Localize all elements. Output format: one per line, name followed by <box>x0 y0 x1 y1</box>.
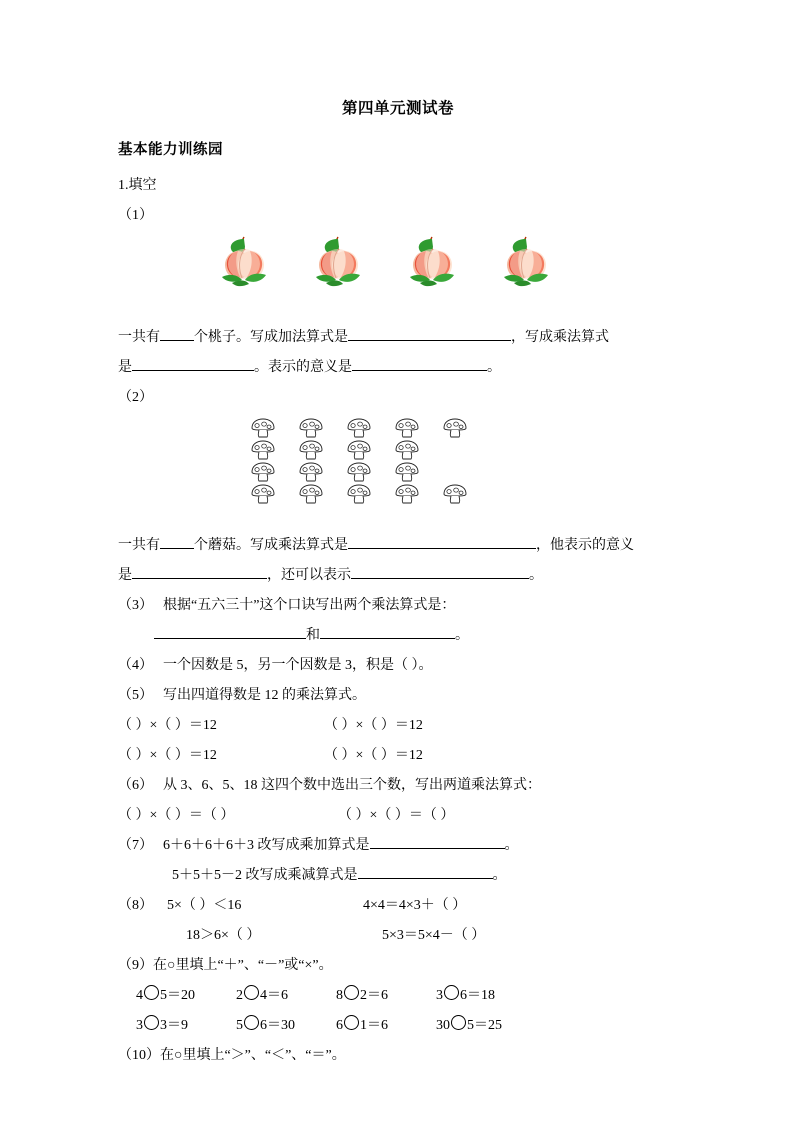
equation <box>436 981 536 1011</box>
item-5-equations-row-1 <box>118 711 678 741</box>
blank-circle[interactable] <box>244 985 259 1000</box>
item-3-text: 根据“五六三十”这个口诀写出两个乘法算式是： <box>163 598 456 613</box>
fill-blank[interactable] <box>160 533 194 549</box>
item-3-end: 。 <box>455 628 469 643</box>
operand: 5＝20 <box>160 988 195 1003</box>
item-3-answer-line <box>118 621 678 651</box>
item-7-line-1 <box>118 831 678 861</box>
item-1-text-d: 是 <box>118 360 132 375</box>
item-1-text-e: 。表示的意义是 <box>254 360 352 375</box>
fill-blank[interactable] <box>154 623 306 639</box>
blank-circle[interactable] <box>344 1015 359 1030</box>
item-5-line <box>118 681 678 711</box>
mushroom-icon <box>248 483 278 505</box>
mushroom-icon <box>296 417 326 439</box>
equation <box>136 981 236 1011</box>
mushroom-row <box>248 417 678 439</box>
item-8-line-1 <box>118 891 678 921</box>
item-3-line <box>118 591 678 621</box>
item-1-text-line-1 <box>118 323 678 353</box>
section-heading: 基本能力训练园 <box>118 142 223 158</box>
equation: 4×4＝4×3＋（ ） <box>363 898 467 913</box>
item-2-text-e: ，还可以表示 <box>267 568 351 583</box>
mushroom-icon <box>248 417 278 439</box>
peach-icon <box>496 233 564 295</box>
item-1-text-b: 个桃子。写成加法算式是 <box>194 330 348 345</box>
item-10-text: 在○里填上“＞”、“＜”、“＝”。 <box>160 1048 346 1063</box>
item-7-text-d: 。 <box>492 868 507 883</box>
fill-blank[interactable] <box>348 325 511 341</box>
item-4-number: （4） <box>118 658 153 673</box>
equation: （ ）×（ ）＝12 <box>118 748 217 763</box>
item-1-number: （1） <box>118 208 153 223</box>
fill-blank[interactable] <box>358 863 493 879</box>
item-7-text-c: 5＋5＋5－2 改写成乘减算式是 <box>172 868 358 883</box>
item-6-equations-row <box>118 801 678 831</box>
item-9-row-1 <box>118 981 678 1011</box>
item-5-equations-row-2 <box>118 741 678 771</box>
item-2-text-d: 是 <box>118 568 132 583</box>
mushroom-icon <box>344 483 374 505</box>
item-6-text: 从 3、6、5、18 这四个数中选出三个数，写出两道乘法算式： <box>163 778 541 793</box>
peach-illustration-row <box>118 233 678 295</box>
item-2-number: （2） <box>118 390 153 405</box>
item-4-line <box>118 651 678 681</box>
operand: 2 <box>236 988 243 1003</box>
blank-circle[interactable] <box>244 1015 259 1030</box>
operand: 2＝6 <box>360 988 388 1003</box>
item-9-row-2 <box>118 1011 678 1041</box>
equation: 5×3＝5×4－（ ） <box>382 928 486 943</box>
fill-blank[interactable] <box>370 833 505 849</box>
item-9-number: （9） <box>118 958 153 973</box>
fill-blank[interactable] <box>352 355 487 371</box>
item-7-line-2 <box>118 861 678 891</box>
item-2-text-a: 一共有 <box>118 538 160 553</box>
item-2-text-f: 。 <box>529 568 543 583</box>
item-9-line <box>118 951 678 981</box>
item-1-text-f: 。 <box>487 360 501 375</box>
page-title: 第四单元测试卷 <box>341 100 454 117</box>
item-1-text-line-2 <box>118 353 678 383</box>
mushroom-icon <box>296 461 326 483</box>
item-10-number: （10） <box>118 1048 160 1063</box>
equation <box>336 1011 436 1041</box>
item-2-text-line-1 <box>118 531 678 561</box>
item-3-number: （3） <box>118 598 153 613</box>
item-1-text-a: 一共有 <box>118 330 160 345</box>
equation: 18＞6×（ ） <box>186 928 261 943</box>
mushroom-icon <box>392 483 422 505</box>
item-9-text: 在○里填上“＋”、“－”或“×”。 <box>153 958 333 973</box>
item-2-text-line-2 <box>118 561 678 591</box>
item-6-line <box>118 771 678 801</box>
operand: 3 <box>436 988 443 1003</box>
item-8-number: （8） <box>118 898 153 913</box>
operand: 6＝30 <box>260 1018 295 1033</box>
operand: 3＝9 <box>160 1018 188 1033</box>
mushroom-icon <box>344 417 374 439</box>
mushroom-row <box>248 461 678 483</box>
item-6-number: （6） <box>118 778 153 793</box>
peach-icon <box>214 233 282 295</box>
mushroom-icon <box>344 461 374 483</box>
mushroom-icon <box>440 417 470 439</box>
equation: （ ）×（ ）＝（ ） <box>338 808 455 823</box>
equation <box>236 1011 336 1041</box>
mushroom-icon <box>392 439 422 461</box>
fill-blank[interactable] <box>160 325 194 341</box>
fill-blank[interactable] <box>132 355 254 371</box>
equation <box>436 1011 536 1041</box>
item-2-text-b: 个蘑菇。写成乘法算式是 <box>194 538 348 553</box>
item-10-line <box>118 1041 678 1071</box>
equation: （ ）×（ ）＝12 <box>324 718 423 733</box>
mushroom-icon <box>296 439 326 461</box>
operand: 6 <box>336 1018 343 1033</box>
document-content <box>118 96 678 1071</box>
equation <box>336 981 436 1011</box>
item-7-text-b: 。 <box>504 838 519 853</box>
fill-blank[interactable] <box>351 563 529 579</box>
fill-blank[interactable] <box>132 563 267 579</box>
operand: 1＝6 <box>360 1018 388 1033</box>
mushroom-icon <box>392 417 422 439</box>
peach-icon <box>308 233 376 295</box>
item-5-number: （5） <box>118 688 153 703</box>
operand: 4＝6 <box>260 988 288 1003</box>
mushroom-icon <box>296 483 326 505</box>
peach-icon <box>402 233 470 295</box>
item-7-text-a: 6＋6＋6＋6＋3 改写成乘加算式是 <box>163 838 370 853</box>
operand: 30 <box>436 1018 450 1033</box>
item-3-mid: 和 <box>306 628 320 643</box>
mushroom-icon <box>392 461 422 483</box>
equation <box>236 981 336 1011</box>
operand: 6＝18 <box>460 988 495 1003</box>
fill-blank[interactable] <box>348 533 536 549</box>
equation: 5×（ ）＜16 <box>167 898 242 913</box>
operand: 3 <box>136 1018 143 1033</box>
item-4-text: 一个因数是 5，另一个因数是 3，积是（ ）。 <box>163 658 433 673</box>
mushroom-row <box>248 439 678 461</box>
operand: 5＝25 <box>467 1018 502 1033</box>
mushroom-illustration-grid <box>118 417 678 505</box>
equation: （ ）×（ ）＝（ ） <box>118 808 235 823</box>
equation: （ ）×（ ）＝12 <box>324 748 423 763</box>
question-1-label: 1.填空 <box>118 178 157 193</box>
fill-blank[interactable] <box>320 623 455 639</box>
equation: （ ）×（ ）＝12 <box>118 718 217 733</box>
blank-circle[interactable] <box>144 985 159 1000</box>
blank-circle[interactable] <box>344 985 359 1000</box>
item-2-text-c: ，他表示的意义 <box>536 538 634 553</box>
blank-circle[interactable] <box>144 1015 159 1030</box>
item-1-text-c: ，写成乘法算式 <box>511 330 609 345</box>
mushroom-icon <box>344 439 374 461</box>
item-8-line-2 <box>118 921 678 951</box>
operand: 8 <box>336 988 343 1003</box>
operand: 4 <box>136 988 143 1003</box>
operand: 5 <box>236 1018 243 1033</box>
item-5-text: 写出四道得数是 12 的乘法算式。 <box>163 688 366 703</box>
equation <box>136 1011 236 1041</box>
mushroom-icon <box>440 483 470 505</box>
mushroom-row <box>248 483 678 505</box>
blank-circle[interactable] <box>451 1015 466 1030</box>
mushroom-icon <box>248 439 278 461</box>
item-7-number: （7） <box>118 838 153 853</box>
mushroom-icon <box>248 461 278 483</box>
blank-circle[interactable] <box>444 985 459 1000</box>
